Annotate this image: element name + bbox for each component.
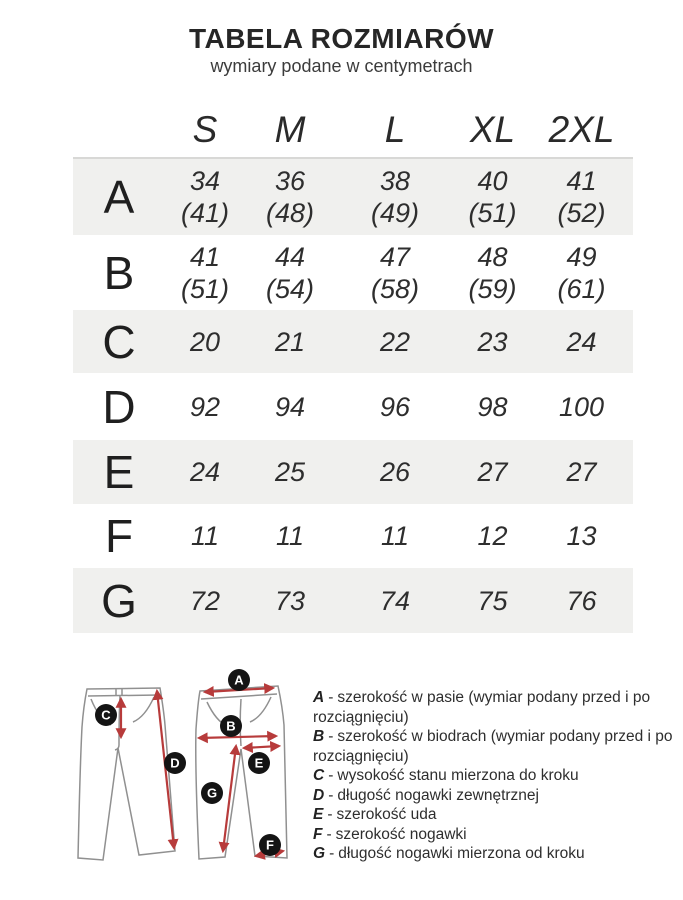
cell: 27 bbox=[566, 457, 597, 487]
marker-e-badge bbox=[248, 752, 270, 774]
cell: 13 bbox=[566, 521, 597, 551]
legend-item-a bbox=[313, 688, 675, 727]
legend-letter: E bbox=[313, 806, 324, 823]
cell bbox=[455, 165, 530, 229]
legend-text: wysokość stanu mierzona do kroku bbox=[337, 767, 579, 784]
cell-value: 41 bbox=[566, 166, 597, 196]
cell-stretched: (61) bbox=[557, 273, 606, 304]
legend-item-d bbox=[313, 786, 675, 806]
cell bbox=[335, 241, 455, 305]
cell-stretched: (58) bbox=[370, 273, 419, 304]
cell-value: 47 bbox=[379, 241, 411, 272]
row-label: A bbox=[103, 171, 135, 223]
legend-separator: - bbox=[327, 806, 333, 823]
row-label: E bbox=[103, 446, 135, 498]
cell bbox=[530, 241, 633, 305]
cell: 11 bbox=[380, 521, 410, 551]
cell bbox=[335, 165, 455, 229]
cell-value: 38 bbox=[379, 166, 411, 196]
cell: 76 bbox=[566, 585, 597, 616]
legend-separator: - bbox=[328, 728, 334, 745]
pants-diagram bbox=[55, 655, 315, 900]
cell-value: 41 bbox=[189, 241, 221, 272]
marker-c-badge bbox=[95, 704, 117, 726]
cell-value: 44 bbox=[274, 241, 306, 272]
table-row-d bbox=[73, 373, 633, 440]
cell-stretched: (51) bbox=[468, 198, 517, 228]
table-row-c bbox=[73, 310, 633, 373]
cell: 24 bbox=[189, 457, 221, 487]
table-row-f bbox=[73, 504, 633, 568]
size-header-l: L bbox=[384, 108, 406, 150]
cell-stretched: (49) bbox=[370, 198, 419, 228]
size-header-2xl: 2XL bbox=[548, 108, 615, 150]
cell: 22 bbox=[379, 326, 411, 357]
svg-text:C: C bbox=[101, 707, 111, 723]
legend-text: szerokość uda bbox=[336, 806, 437, 823]
cell: 96 bbox=[379, 391, 411, 422]
size-header-row bbox=[73, 102, 633, 157]
legend-text: długość nogawki mierzona od kroku bbox=[338, 845, 585, 862]
legend-text: długość nogawki zewnętrznej bbox=[337, 786, 539, 804]
page-title: TABELA ROZMIARÓW bbox=[188, 23, 495, 54]
table-row-a bbox=[73, 159, 633, 235]
size-header-m: M bbox=[274, 108, 306, 150]
cell: 20 bbox=[189, 326, 221, 357]
marker-b-badge bbox=[220, 715, 242, 737]
svg-text:F: F bbox=[266, 837, 274, 853]
legend-item-b bbox=[313, 727, 675, 766]
row-label: F bbox=[104, 510, 134, 562]
svg-text:E: E bbox=[254, 755, 264, 771]
svg-text:D: D bbox=[170, 755, 180, 771]
legend-text: szerokość nogawki bbox=[335, 825, 467, 843]
legend-letter: F bbox=[313, 825, 323, 843]
table-row-b bbox=[73, 235, 633, 310]
cell: 24 bbox=[566, 326, 597, 357]
cell: 73 bbox=[274, 585, 306, 616]
cell: 75 bbox=[477, 585, 508, 616]
arrow-e bbox=[244, 746, 279, 748]
legend-item-f bbox=[313, 825, 675, 845]
cell-stretched: (41) bbox=[180, 198, 229, 228]
cell bbox=[455, 241, 530, 305]
svg-text:G: G bbox=[206, 785, 218, 801]
cell: 25 bbox=[274, 457, 306, 487]
table-row-g bbox=[73, 568, 633, 633]
cell-value: 48 bbox=[477, 241, 508, 272]
row-label: B bbox=[103, 246, 135, 299]
cell: 74 bbox=[379, 585, 411, 616]
legend bbox=[313, 688, 675, 864]
svg-text:B: B bbox=[226, 718, 236, 734]
marker-d-badge bbox=[164, 752, 186, 774]
cell bbox=[245, 165, 335, 229]
legend-letter: D bbox=[313, 786, 325, 804]
legend-separator: - bbox=[326, 825, 332, 843]
legend-item-c bbox=[313, 766, 675, 786]
cell-value: 49 bbox=[566, 241, 597, 272]
cell: 26 bbox=[379, 457, 411, 487]
cell-stretched: (51) bbox=[180, 273, 229, 304]
marker-f-badge bbox=[259, 834, 281, 856]
legend-separator: - bbox=[328, 767, 334, 784]
table-row-e bbox=[73, 440, 633, 504]
row-label: G bbox=[101, 574, 137, 627]
header bbox=[0, 24, 683, 77]
cell: 92 bbox=[189, 391, 221, 422]
legend-letter: C bbox=[313, 767, 325, 784]
marker-a-badge bbox=[228, 669, 250, 691]
size-header-s: S bbox=[192, 108, 218, 150]
cell: 27 bbox=[477, 457, 508, 487]
measurement-diagram bbox=[55, 655, 315, 900]
cell bbox=[245, 241, 335, 305]
legend-text: szerokość w biodrach (wymiar podany przed i po rozciągnięciu) bbox=[313, 728, 673, 765]
legend-item-e bbox=[313, 805, 675, 825]
cell bbox=[165, 241, 245, 305]
cell-value: 40 bbox=[477, 166, 508, 196]
cell: 100 bbox=[558, 391, 605, 422]
page-subtitle: wymiary podane w centymetrach bbox=[210, 55, 473, 76]
right-pants-outline bbox=[196, 686, 287, 859]
arrow-b bbox=[199, 736, 276, 738]
cell-value: 34 bbox=[189, 166, 221, 196]
size-table bbox=[73, 102, 633, 633]
cell-stretched: (48) bbox=[265, 198, 314, 228]
size-header-xl: XL bbox=[469, 108, 516, 150]
cell: 12 bbox=[477, 521, 508, 551]
legend-separator: - bbox=[328, 786, 334, 804]
cell-stretched: (59) bbox=[468, 273, 517, 304]
legend-separator: - bbox=[329, 845, 335, 862]
row-label: D bbox=[102, 380, 136, 433]
cell-stretched: (52) bbox=[557, 198, 606, 228]
cell bbox=[165, 165, 245, 229]
legend-separator: - bbox=[328, 689, 334, 706]
legend-letter: B bbox=[313, 728, 325, 745]
cell-value: 36 bbox=[274, 166, 306, 196]
cell: 21 bbox=[274, 326, 306, 357]
marker-badges bbox=[95, 669, 281, 856]
cell: 98 bbox=[477, 391, 508, 422]
legend-text: szerokość w pasie (wymiar podany przed i po rozciągnięciu) bbox=[313, 689, 651, 726]
legend-letter: G bbox=[313, 845, 326, 862]
cell: 11 bbox=[275, 521, 305, 551]
row-label: C bbox=[102, 315, 136, 368]
cell: 94 bbox=[274, 391, 306, 422]
cell bbox=[530, 165, 633, 229]
cell: 72 bbox=[189, 585, 221, 616]
svg-text:A: A bbox=[234, 672, 244, 688]
legend-item-g bbox=[313, 844, 675, 864]
table-body bbox=[73, 157, 633, 633]
cell: 11 bbox=[190, 521, 220, 551]
marker-g-badge bbox=[201, 782, 223, 804]
legend-letter: A bbox=[313, 689, 325, 706]
cell: 23 bbox=[477, 326, 508, 357]
cell-stretched: (54) bbox=[265, 273, 314, 304]
